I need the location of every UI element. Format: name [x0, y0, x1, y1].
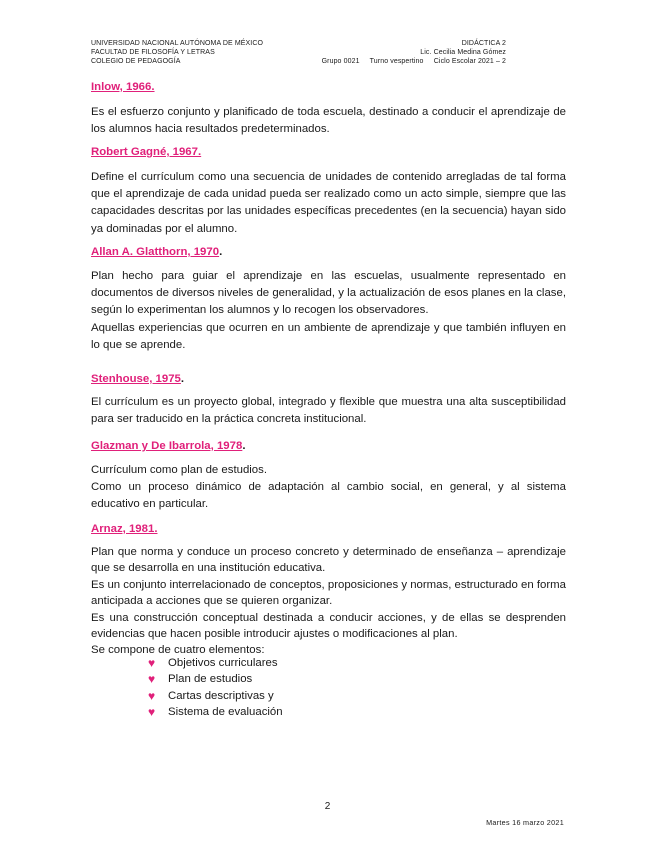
section-title-stenhouse: Stenhouse, 1975. — [91, 373, 185, 385]
list-item: ♥ Sistema de evaluación — [148, 705, 283, 720]
paragraph: Es el esfuerzo conjunto y planificado de toda escuela, destinado a conducir el aprendizaje de los alumnos hacia resultados predeterminados. — [91, 106, 566, 136]
header-faculty: FACULTAD DE FILOSOFÍA Y LETRAS — [91, 49, 215, 56]
section-body-stenhouse — [91, 394, 566, 428]
paragraph: El currículum es un proyecto global, integrado y flexible que muestra una alta susceptibilidad para ser traducido en la práctica concreta institucional. — [91, 396, 566, 426]
list-item: ♥ Objetivos curriculares — [148, 656, 278, 670]
section-body-inlow — [91, 104, 566, 138]
section-title-glazman: Glazman y De Ibarrola, 1978. — [91, 440, 246, 452]
heart-bullet-icon: ♥ — [148, 672, 156, 687]
paragraph: Plan que norma y conduce un proceso concreto y determinado de enseñanza – aprendizaje que se desarrolla en una institución educativa. — [91, 546, 566, 575]
paragraph: Es una construcción conceptual destinada a conducir acciones, y de ellas se desprenden evidencias que hacen posible introducir ajustes o modificaciones al plan. — [91, 611, 566, 641]
elements-list — [148, 655, 283, 721]
section-title-arnaz: Arnaz, 1981. — [91, 523, 158, 535]
section-body-arnaz — [91, 544, 566, 659]
section-body-gagne — [91, 169, 566, 238]
paragraph: Es un conjunto interrelacionado de conceptos, proposiciones y normas, estructurado en forma anticipada a acciones que se quieren organizar. — [91, 578, 566, 608]
list-item: ♥ Cartas descriptivas y — [148, 688, 274, 703]
paragraph: Se compone de cuatro elementos: — [91, 644, 265, 657]
section-title-inlow: Inlow, 1966. — [91, 81, 155, 93]
heart-bullet-icon: ♥ — [148, 688, 156, 703]
paragraph: Como un proceso dinámico de adaptación al cambio social, en general, y al sistema educativo en particular. — [91, 481, 566, 511]
paragraph: Plan hecho para guiar el aprendizaje en las escuelas, usualmente representado en documentos de diversos niveles de generalidad, y la actualización de esos planes en la clase, según lo experimentan los alumnos y lo recogen los observadores. — [91, 270, 566, 317]
header-subject: DIDÁCTICA 2 — [461, 40, 506, 47]
section-body-glatthorn — [91, 268, 566, 354]
paragraph: Currículum como plan de estudios. — [91, 464, 268, 476]
heart-bullet-icon: ♥ — [148, 705, 156, 720]
footer-date: Martes 16 marzo 2021 — [486, 818, 564, 827]
header-university: UNIVERSIDAD NACIONAL AUTÓNOMA DE MÉXICO — [91, 40, 264, 47]
list-item: ♥ Plan de estudios — [148, 672, 253, 687]
header-course — [206, 39, 506, 66]
header-teacher: Lic. Cecilia Medina Gómez — [420, 49, 506, 56]
page-number: 2 — [324, 801, 331, 812]
header-college: COLEGIO DE PEDAGOGÍA — [91, 58, 181, 65]
section-title-gagne: Robert Gagné, 1967. — [91, 146, 202, 158]
section-body-glazman — [91, 462, 566, 514]
paragraph: Define el currículum como una secuencia de unidades de contenido arregladas de tal forma que el aprendizaje de cada unidad pueda ser realizado como un acto simple, siempre que las capacidades descritas por las unidades específicas precedentes (en la secuencia) hayan sido ya dominadas por el alumno. — [91, 171, 566, 235]
section-title-glatthorn: Allan A. Glatthorn, 1970. — [91, 246, 223, 258]
heart-bullet-icon: ♥ — [148, 656, 156, 670]
header-group: Grupo 0021 Turno vespertino Ciclo Escolar 2021 – 2 — [321, 58, 506, 65]
paragraph: Aquellas experiencias que ocurren en un ambiente de aprendizaje y que también influyen en lo que se aprende. — [91, 321, 566, 351]
